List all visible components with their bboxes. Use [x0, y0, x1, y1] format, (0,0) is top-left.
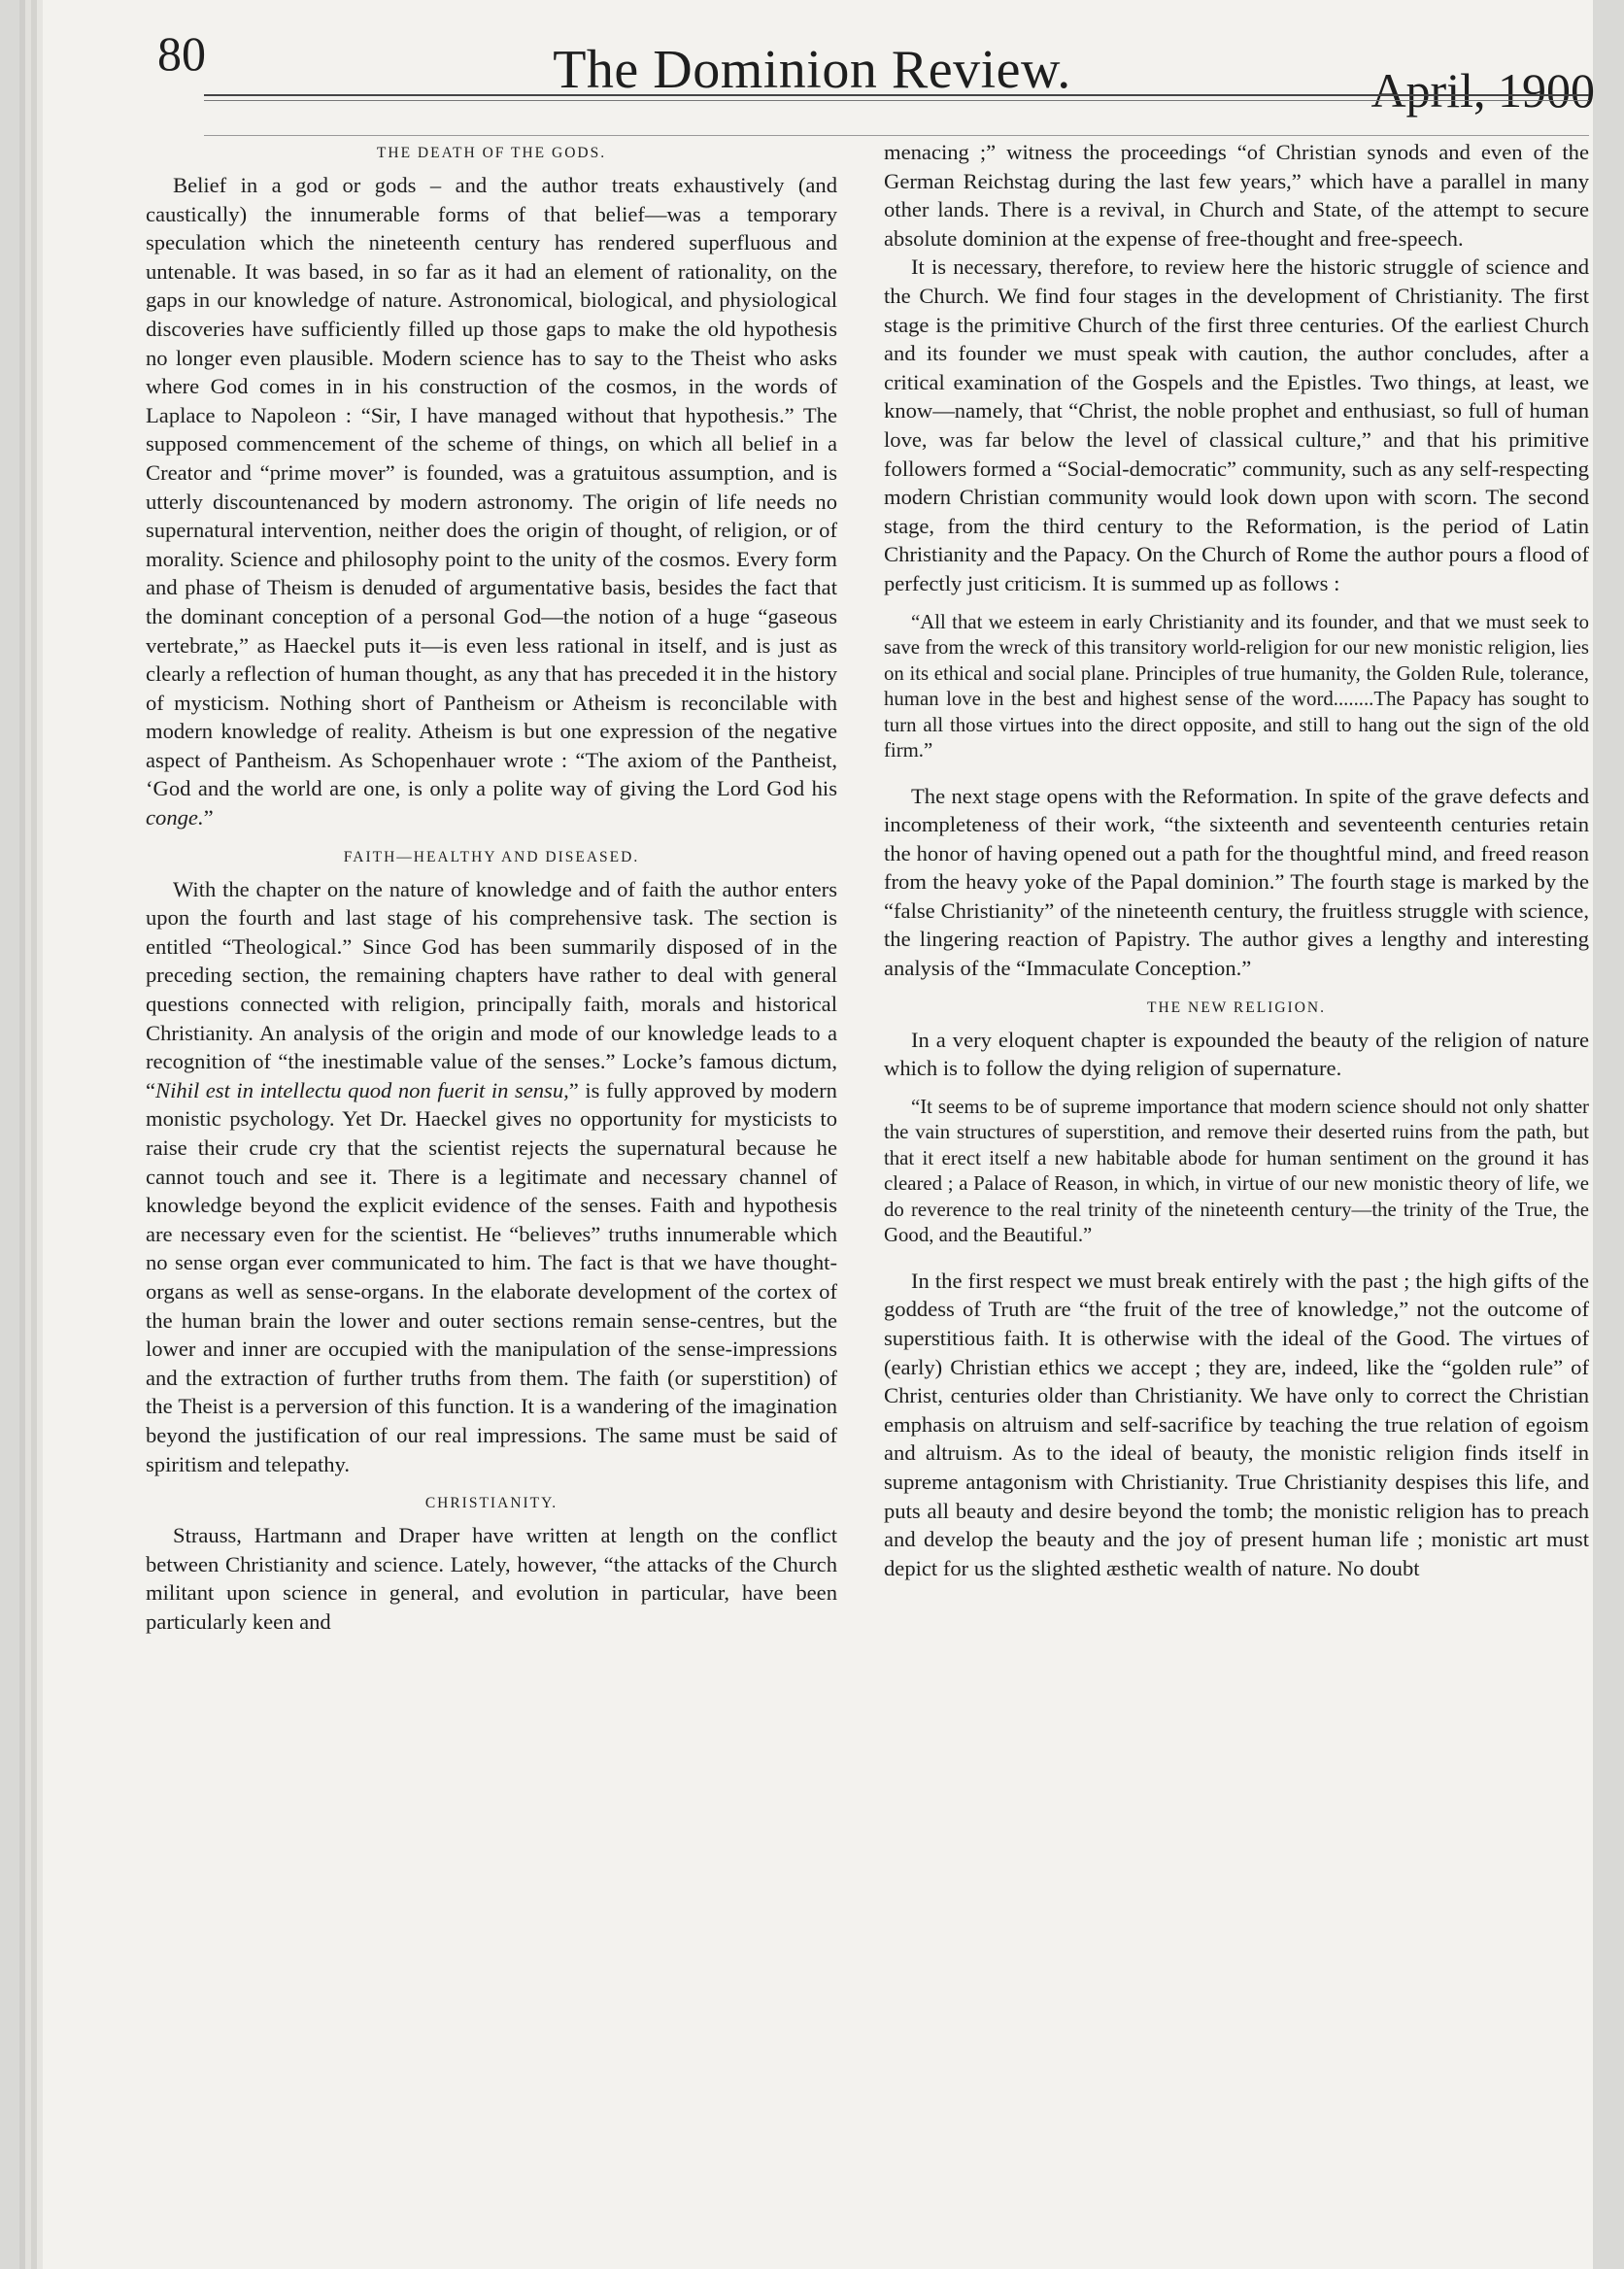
- page-number: 80: [157, 26, 206, 81]
- section-heading-death-of-gods: THE DEATH OF THE GODS.: [376, 145, 607, 161]
- section-heading-new-religion: THE NEW RELIGION.: [1147, 999, 1326, 1016]
- paragraph: menacing ;” witness the proceedings “of Christian synods and even of the German Reichstag during the last few years,” which have a parallel in many other lands. There is a revival, in Church and State, of the attempt to secure absolute dominion at the expense of free-thought and free-speech.: [884, 140, 1589, 251]
- right-column: [884, 138, 1589, 1582]
- left-column: [146, 138, 837, 1637]
- paragraph: The next stage opens with the Reformation. In spite of the grave defects and incompleteness of their work, “the sixteenth and seventeenth centuries retain the honor of having opened out a path for the thoughtful mind, and freed reason from the heavy yoke of the Papal dominion.” The fourth stage is marked by the “false Christianity” of the nineteenth century, the fruitless struggle with science, the lingering reaction of Papistry. The author gives a lengthy and interesting analysis of the “Immaculate Conception.”: [884, 783, 1589, 981]
- paragraph: In the first respect we must break entirely with the past ; the high gifts of the goddess of Truth are “the fruit of the tree of knowledge,” not the outcome of superstitious faith. It is otherwise with the ideal of the Good. The virtues of (early) Christian ethics we accept ; they are, indeed, like the “golden rule” of Christ, centuries older than Christianity. We have only to correct the Christian emphasis on altruism and self-sacrifice by teaching the true relation of egoism and altruism. As to the ideal of beauty, the monistic religion finds itself in supreme antagonism with Christianity. True Christianity despises this life, and puts all beauty and desire beyond the tomb; the monistic religion has to preach and develop the beauty and the joy of present human life ; monistic art must depict for us the slighted æsthetic wealth of nature. No doubt: [884, 1268, 1589, 1580]
- publication-title: The Dominion Review.: [553, 40, 1071, 100]
- issue-date: April, 1900: [1370, 63, 1595, 118]
- section-heading-faith: FAITH—HEALTHY AND DISEASED.: [343, 848, 640, 865]
- column-top-rule: [204, 135, 1589, 136]
- paragraph: Belief in a god or gods – and the author treats exhaustively (and caustically) the innumerable forms of that belief—was a temporary speculation which the nineteenth century has rendered superfluous and untenable. It was based, in so far as it had an element of rationality, on the gaps in our knowledge of nature. Astronomical, biological, and physiological discoveries have sufficiently filled up those gaps to make the old hypothesis no longer even plausible. Modern science has to say to the Theist who asks where God comes in in his construction of the cosmos, in the words of Laplace to Napoleon : “Sir, I have managed without that hypothesis.” The supposed commencement of the scheme of things, on which all belief in a Creator and “prime mover” is founded, was a gratuitous assumption, and is utterly discountenanced by modern astronomy. The origin of life needs no supernatural intervention, neither does the origin of thought, of religion, or of morality. Science and philosophy point to the unity of the cosmos. Every form and phase of Theism is denuded of argumentative basis, besides the fact that the dominant conception of a personal God—the notion of a huge “gaseous vertebrate,” as Haeckel puts it—is even less rational in itself, and is just as clearly a reflection of human thought, as any that has preceded it in the history of mysticism. Nothing short of Pantheism or Atheism is reconcilable with modern knowledge of reality. Atheism is but one expression of the negative aspect of Pantheism. As Schopenhauer wrote : “The axiom of the Pantheist, ‘God and the world are one, is only a polite way of giving the Lord God his conge.”: [146, 173, 837, 830]
- header-rule: [204, 94, 1589, 96]
- block-quote: “It seems to be of supreme importance that modern science should not only shatter the vain structures of superstition, and remove their deserted ruins from the path, but that it erect itself a new habitable abode for human sentiment on the ground it has cleared ; a Palace of Reason, in which, in virtue of our new monistic theory of life, we do reverence to the real trinity of the nineteenth century—the trinity of the True, the Good, and the Beautiful.”: [884, 1095, 1589, 1247]
- paragraph: Strauss, Hartmann and Draper have written at length on the conflict between Christianity and science. Lately, however, “the attacks of the Church militant upon science in general, and evolution in particular, have been particularly keen and: [146, 1523, 837, 1634]
- header-rule-thin: [204, 100, 1589, 101]
- paragraph: It is necessary, therefore, to review here the historic struggle of science and the Church. We find four stages in the development of Christianity. The first stage is the primitive Church of the first three centuries. Of the earliest Church and its founder we must speak with caution, the author concludes, after a critical examination of the Gospels and the Epistles. Two things, at least, we know—namely, that “Christ, the noble prophet and enthusiast, so full of human love, was far below the level of classical culture,” and that his primitive followers formed a “Social-democratic” community, such as any self-respecting modern Christian community would look down upon with scorn. The second stage, from the third century to the Reformation, is the period of Latin Christianity and the Papacy. On the Church of Rome the author pours a flood of perfectly just criticism. It is summed up as follows :: [884, 254, 1589, 595]
- section-heading-christianity: CHRISTIANITY.: [424, 1495, 558, 1512]
- paragraph: With the chapter on the nature of knowledge and of faith the author enters upon the fourth and last stage of his comprehensive task. The section is entitled “Theological.” Since God has been summarily disposed of in the preceding section, the remaining chapters have rather to deal with general questions connected with religion, principally faith, morals and historical Christianity. An analysis of the origin and mode of our knowledge leads to a recognition of “the inestimable value of the senses.” Locke’s famous dictum, “Nihil est in intellectu quod non fuerit in sensu,” is fully approved by modern monistic psychology. Yet Dr. Haeckel gives no opportunity for mysticists to raise their crude cry that the scientist rejects the supernatural because he cannot touch and see it. There is a legitimate and necessary channel of knowledge beyond the explicit evidence of the senses. Faith and hypothesis are necessary even for the scientist. He “believes” truths innumerable which no sense organ ever communicated to him. The fact is that we have thought-organs as well as sense-organs. In the elaborate development of the cortex of the human brain the lower and outer sections remain sense-centres, but the lower and inner are occupied with the manipulation of the sense-impressions and the extraction of further truths from them. The faith (or superstition) of the Theist is a perversion of this function. It is a wandering of the imagination beyond the justification of our real impressions. The same must be said of spiritism and telepathy.: [146, 876, 837, 1476]
- block-quote: “All that we esteem in early Christianity and its founder, and that we must seek to save from the wreck of this transitory world-religion for our new monistic religion, lies on its ethical and social plane. Principles of true humanity, the Golden Rule, tolerance, human love in the best and highest sense of the word........The Papacy has sought to turn all those virtues into the direct opposite, and still to hang out the sign of the old firm.”: [884, 610, 1589, 762]
- paragraph: In a very eloquent chapter is expounded the beauty of the religion of nature which is to follow the dying religion of supernature.: [884, 1027, 1589, 1081]
